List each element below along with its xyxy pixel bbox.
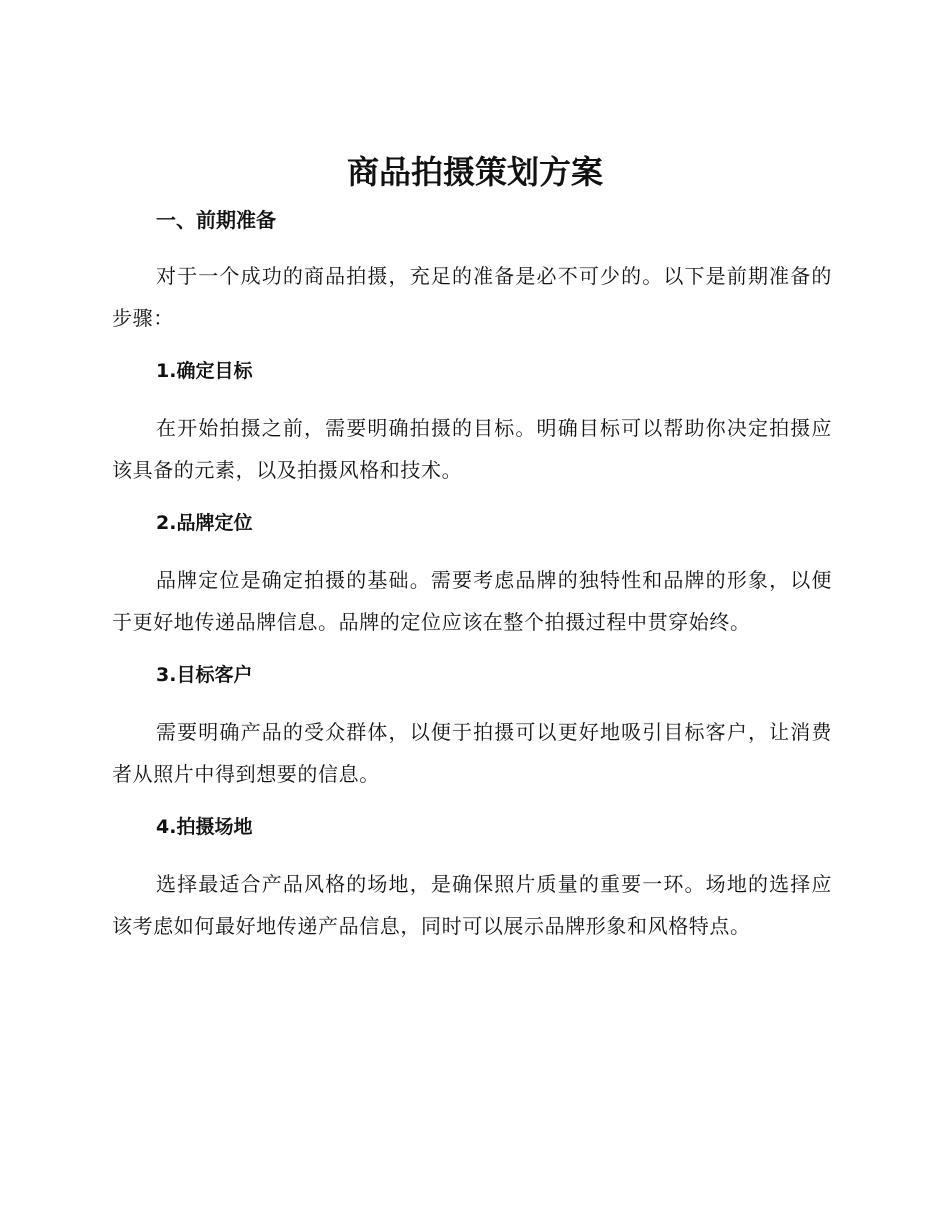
section-heading: 一、前期准备 [156,208,276,232]
subheading-shooting-venue: 4.拍摄场地 [156,816,253,838]
paragraph-define-goal: 在开始拍摄之前，需要明确拍摄的目标。明确目标可以帮助你决定拍摄应该具备的元素，以及拍摄风格和技术。 [112,416,832,482]
section-intro-paragraph: 对于一个成功的商品拍摄，充足的准备是必不可少的。以下是前期准备的步骤： [112,264,832,330]
page-title: 商品拍摄策划方案 [346,153,603,191]
paragraph-shooting-venue: 选择最适合产品风格的场地，是确保照片质量的重要一环。场地的选择应该考虑如何最好地传递产品信息，同时可以展示品牌形象和风格特点。 [112,872,832,938]
paragraph-target-customers: 需要明确产品的受众群体，以便于拍摄可以更好地吸引目标客户，让消费者从照片中得到想要的信息。 [112,720,832,786]
subheading-define-goal: 1.确定目标 [156,360,253,382]
paragraph-brand-positioning: 品牌定位是确定拍摄的基础。需要考虑品牌的独特性和品牌的形象，以便于更好地传递品牌信息。品牌的定位应该在整个拍摄过程中贯穿始终。 [112,568,832,634]
subheading-target-customers: 3.目标客户 [156,664,253,686]
subheading-brand-positioning: 2.品牌定位 [156,512,253,534]
